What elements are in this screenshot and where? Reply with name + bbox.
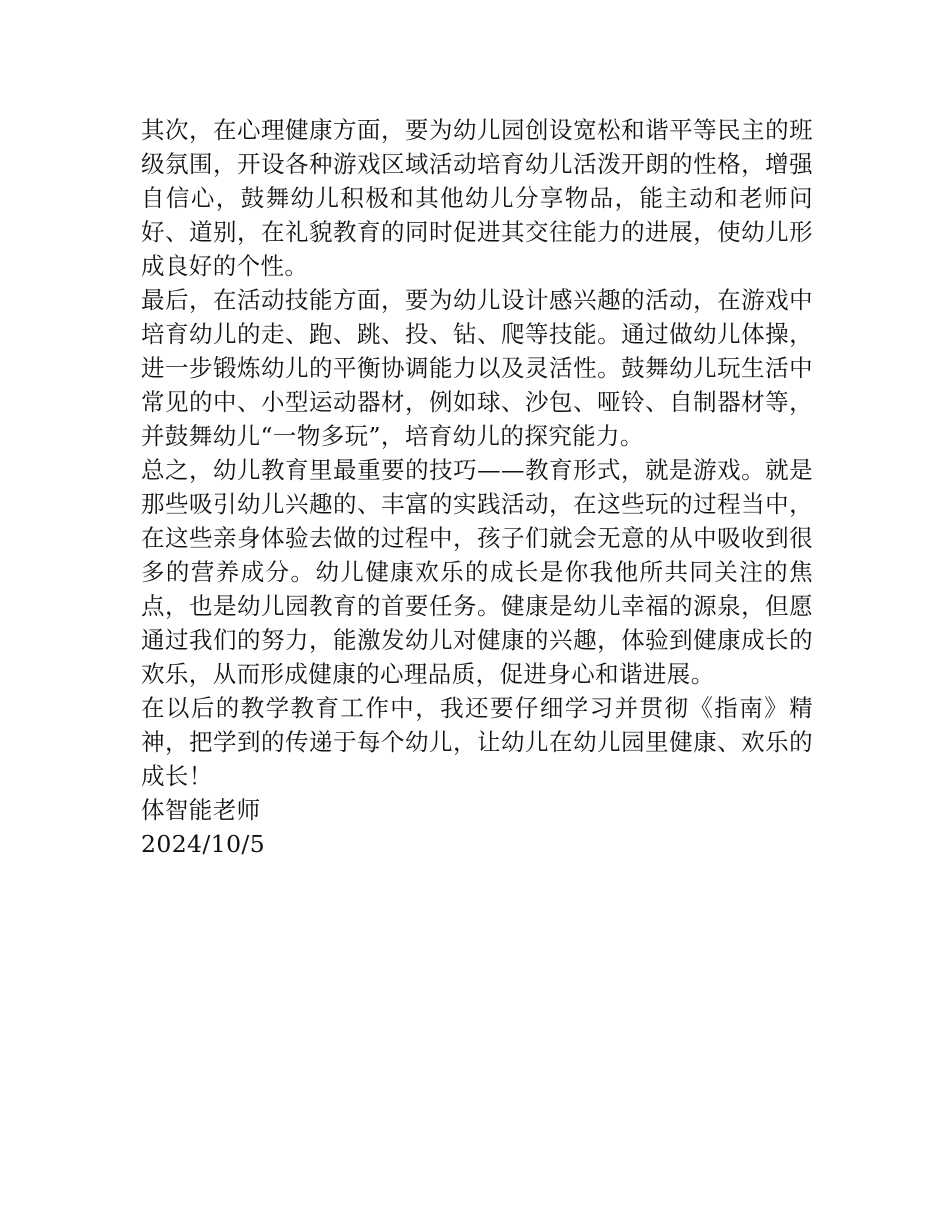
paragraph-future-work: 在以后的教学教育工作中，我还要仔细学习并贯彻《指南》精神，把学到的传递于每个幼儿，让幼儿在幼儿园里健康、欢乐的成长！: [141, 694, 813, 790]
signature: 体智能老师: [141, 796, 261, 824]
document-body: [141, 113, 813, 861]
document-date: 2024/10/5: [141, 830, 266, 858]
paragraph-mental-health: 其次，在心理健康方面，要为幼儿园创设宽松和谐平等民主的班级氛围，开设各种游戏区域活动培育幼儿活泼开朗的性格，增强自信心，鼓舞幼儿积极和其他幼儿分享物品，能主动和老师问好、道别，在礼貌教育的同时促进其交往能力的进展，使幼儿形成良好的个性。: [141, 116, 813, 280]
paragraph-activity-skills: 最后，在活动技能方面，要为幼儿设计感兴趣的活动，在游戏中培育幼儿的走、跑、跳、投、钻、爬等技能。通过做幼儿体操，进一步锻炼幼儿的平衡协调能力以及灵活性。鼓舞幼儿玩生活中常见的中、小型运动器材，例如球、沙包、哑铃、自制器材等，并鼓舞幼儿“一物多玩”，培育幼儿的探究能力。: [141, 286, 813, 450]
paragraph-conclusion: 总之，幼儿教育里最重要的技巧——教育形式，就是游戏。就是那些吸引幼儿兴趣的、丰富的实践活动，在这些玩的过程当中，在这些亲身体验去做的过程中，孩子们就会无意的从中吸收到很多的营养成分。幼儿健康欢乐的成长是你我他所共同关注的焦点，也是幼儿园教育的首要任务。健康是幼儿幸福的源泉，但愿通过我们的努力，能激发幼儿对健康的兴趣，体验到健康成长的欢乐，从而形成健康的心理品质，促进身心和谐进展。: [141, 456, 813, 688]
